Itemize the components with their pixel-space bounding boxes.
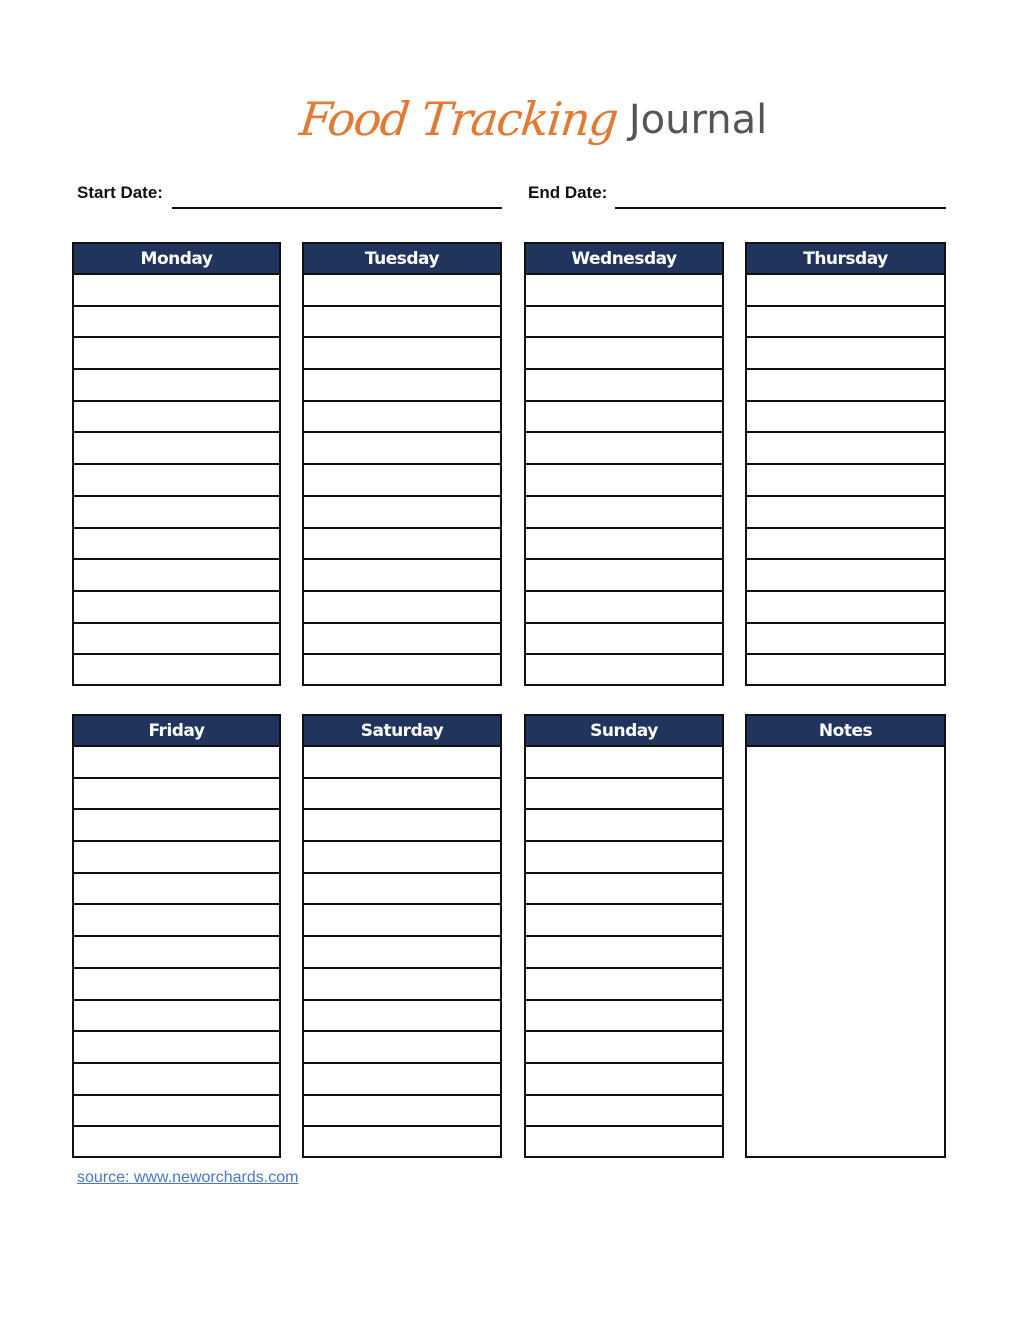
entry-row[interactable] [304, 655, 500, 687]
entry-row[interactable] [304, 969, 500, 1001]
entry-row[interactable] [526, 592, 722, 624]
entry-row[interactable] [304, 402, 500, 434]
notes-area[interactable] [747, 747, 944, 1158]
entry-row[interactable] [526, 874, 722, 906]
entry-row[interactable] [304, 370, 500, 402]
day-header-tuesday: Tuesday [304, 244, 500, 275]
entry-row[interactable] [526, 433, 722, 465]
title-script: Food Tracking [297, 92, 620, 146]
day-header-wednesday: Wednesday [526, 244, 722, 275]
entry-row[interactable] [74, 592, 279, 624]
entry-row[interactable] [747, 275, 944, 307]
entry-row[interactable] [526, 465, 722, 497]
start-date-field[interactable] [172, 207, 502, 209]
entry-row[interactable] [526, 560, 722, 592]
source-link[interactable]: source: www.neworchards.com [77, 1169, 299, 1186]
entry-row[interactable] [747, 433, 944, 465]
entry-row[interactable] [304, 905, 500, 937]
entry-row[interactable] [74, 1096, 279, 1128]
entry-row[interactable] [526, 275, 722, 307]
day-box-saturday [302, 714, 502, 1158]
day-box-friday [72, 714, 281, 1158]
entry-row[interactable] [304, 497, 500, 529]
entry-row[interactable] [526, 969, 722, 1001]
entry-row[interactable] [747, 560, 944, 592]
day-box-tuesday [302, 242, 502, 686]
day-box-wednesday [524, 242, 724, 686]
day-header-monday: Monday [74, 244, 279, 275]
entry-row[interactable] [526, 1127, 722, 1159]
entry-row[interactable] [304, 1127, 500, 1159]
entry-row[interactable] [526, 937, 722, 969]
day-rows-sunday [526, 747, 722, 1159]
entry-row[interactable] [74, 874, 279, 906]
end-date-label: End Date: [528, 183, 608, 202]
entry-row[interactable] [747, 338, 944, 370]
entry-row[interactable] [304, 1001, 500, 1033]
entry-row[interactable] [74, 338, 279, 370]
day-header-saturday: Saturday [304, 716, 500, 747]
entry-row[interactable] [526, 529, 722, 561]
entry-row[interactable] [526, 1064, 722, 1096]
entry-row[interactable] [304, 433, 500, 465]
entry-row[interactable] [74, 1127, 279, 1159]
entry-row[interactable] [304, 529, 500, 561]
entry-row[interactable] [747, 307, 944, 339]
entry-row[interactable] [747, 529, 944, 561]
entry-row[interactable] [526, 1096, 722, 1128]
entry-row[interactable] [304, 874, 500, 906]
entry-row[interactable] [747, 624, 944, 656]
entry-row[interactable] [526, 338, 722, 370]
entry-row[interactable] [304, 1096, 500, 1128]
entry-row[interactable] [304, 1064, 500, 1096]
entry-row[interactable] [74, 1064, 279, 1096]
day-rows-friday [74, 747, 279, 1159]
entry-row[interactable] [747, 592, 944, 624]
entry-row[interactable] [74, 307, 279, 339]
day-rows-wednesday [526, 275, 722, 687]
entry-row[interactable] [304, 747, 500, 779]
day-rows-saturday [304, 747, 500, 1159]
entry-row[interactable] [74, 497, 279, 529]
entry-row[interactable] [304, 560, 500, 592]
entry-row[interactable] [304, 465, 500, 497]
entry-row[interactable] [526, 497, 722, 529]
entry-row[interactable] [74, 624, 279, 656]
entry-row[interactable] [526, 1001, 722, 1033]
entry-row[interactable] [74, 275, 279, 307]
title-plain: Journal [628, 97, 768, 143]
entry-row[interactable] [526, 1032, 722, 1064]
entry-row[interactable] [304, 624, 500, 656]
entry-row[interactable] [747, 465, 944, 497]
entry-row[interactable] [304, 338, 500, 370]
entry-row[interactable] [304, 810, 500, 842]
entry-row[interactable] [74, 1032, 279, 1064]
entry-row[interactable] [747, 655, 944, 687]
day-rows-thursday [747, 275, 944, 687]
entry-row[interactable] [747, 402, 944, 434]
end-date-field[interactable] [615, 207, 946, 209]
entry-row[interactable] [526, 905, 722, 937]
day-box-thursday [745, 242, 946, 686]
entry-row[interactable] [304, 307, 500, 339]
entry-row[interactable] [74, 402, 279, 434]
entry-row[interactable] [74, 937, 279, 969]
entry-row[interactable] [74, 433, 279, 465]
entry-row[interactable] [526, 747, 722, 779]
notes-box [745, 714, 946, 1158]
day-rows-tuesday [304, 275, 500, 687]
entry-row[interactable] [74, 560, 279, 592]
day-box-monday [72, 242, 281, 686]
entry-row[interactable] [526, 624, 722, 656]
page-title [297, 92, 768, 172]
entry-row[interactable] [526, 842, 722, 874]
entry-row[interactable] [74, 465, 279, 497]
entry-row[interactable] [74, 969, 279, 1001]
day-header-thursday: Thursday [747, 244, 944, 275]
entry-row[interactable] [526, 810, 722, 842]
entry-row[interactable] [74, 747, 279, 779]
entry-row[interactable] [747, 370, 944, 402]
entry-row[interactable] [304, 275, 500, 307]
day-header-friday: Friday [74, 716, 279, 747]
entry-row[interactable] [526, 307, 722, 339]
entry-row[interactable] [526, 402, 722, 434]
entry-row[interactable] [304, 842, 500, 874]
entry-row[interactable] [526, 655, 722, 687]
day-rows-monday [74, 275, 279, 687]
entry-row[interactable] [304, 1032, 500, 1064]
day-header-sunday: Sunday [526, 716, 722, 747]
entry-row[interactable] [304, 779, 500, 811]
entry-row[interactable] [74, 370, 279, 402]
entry-row[interactable] [74, 529, 279, 561]
notes-header: Notes [747, 716, 944, 747]
entry-row[interactable] [74, 810, 279, 842]
entry-row[interactable] [526, 370, 722, 402]
entry-row[interactable] [74, 779, 279, 811]
entry-row[interactable] [74, 655, 279, 687]
day-box-sunday [524, 714, 724, 1158]
start-date-label: Start Date: [77, 183, 163, 202]
entry-row[interactable] [74, 1001, 279, 1033]
entry-row[interactable] [304, 592, 500, 624]
entry-row[interactable] [74, 842, 279, 874]
entry-row[interactable] [304, 937, 500, 969]
entry-row[interactable] [747, 497, 944, 529]
entry-row[interactable] [74, 905, 279, 937]
entry-row[interactable] [526, 779, 722, 811]
